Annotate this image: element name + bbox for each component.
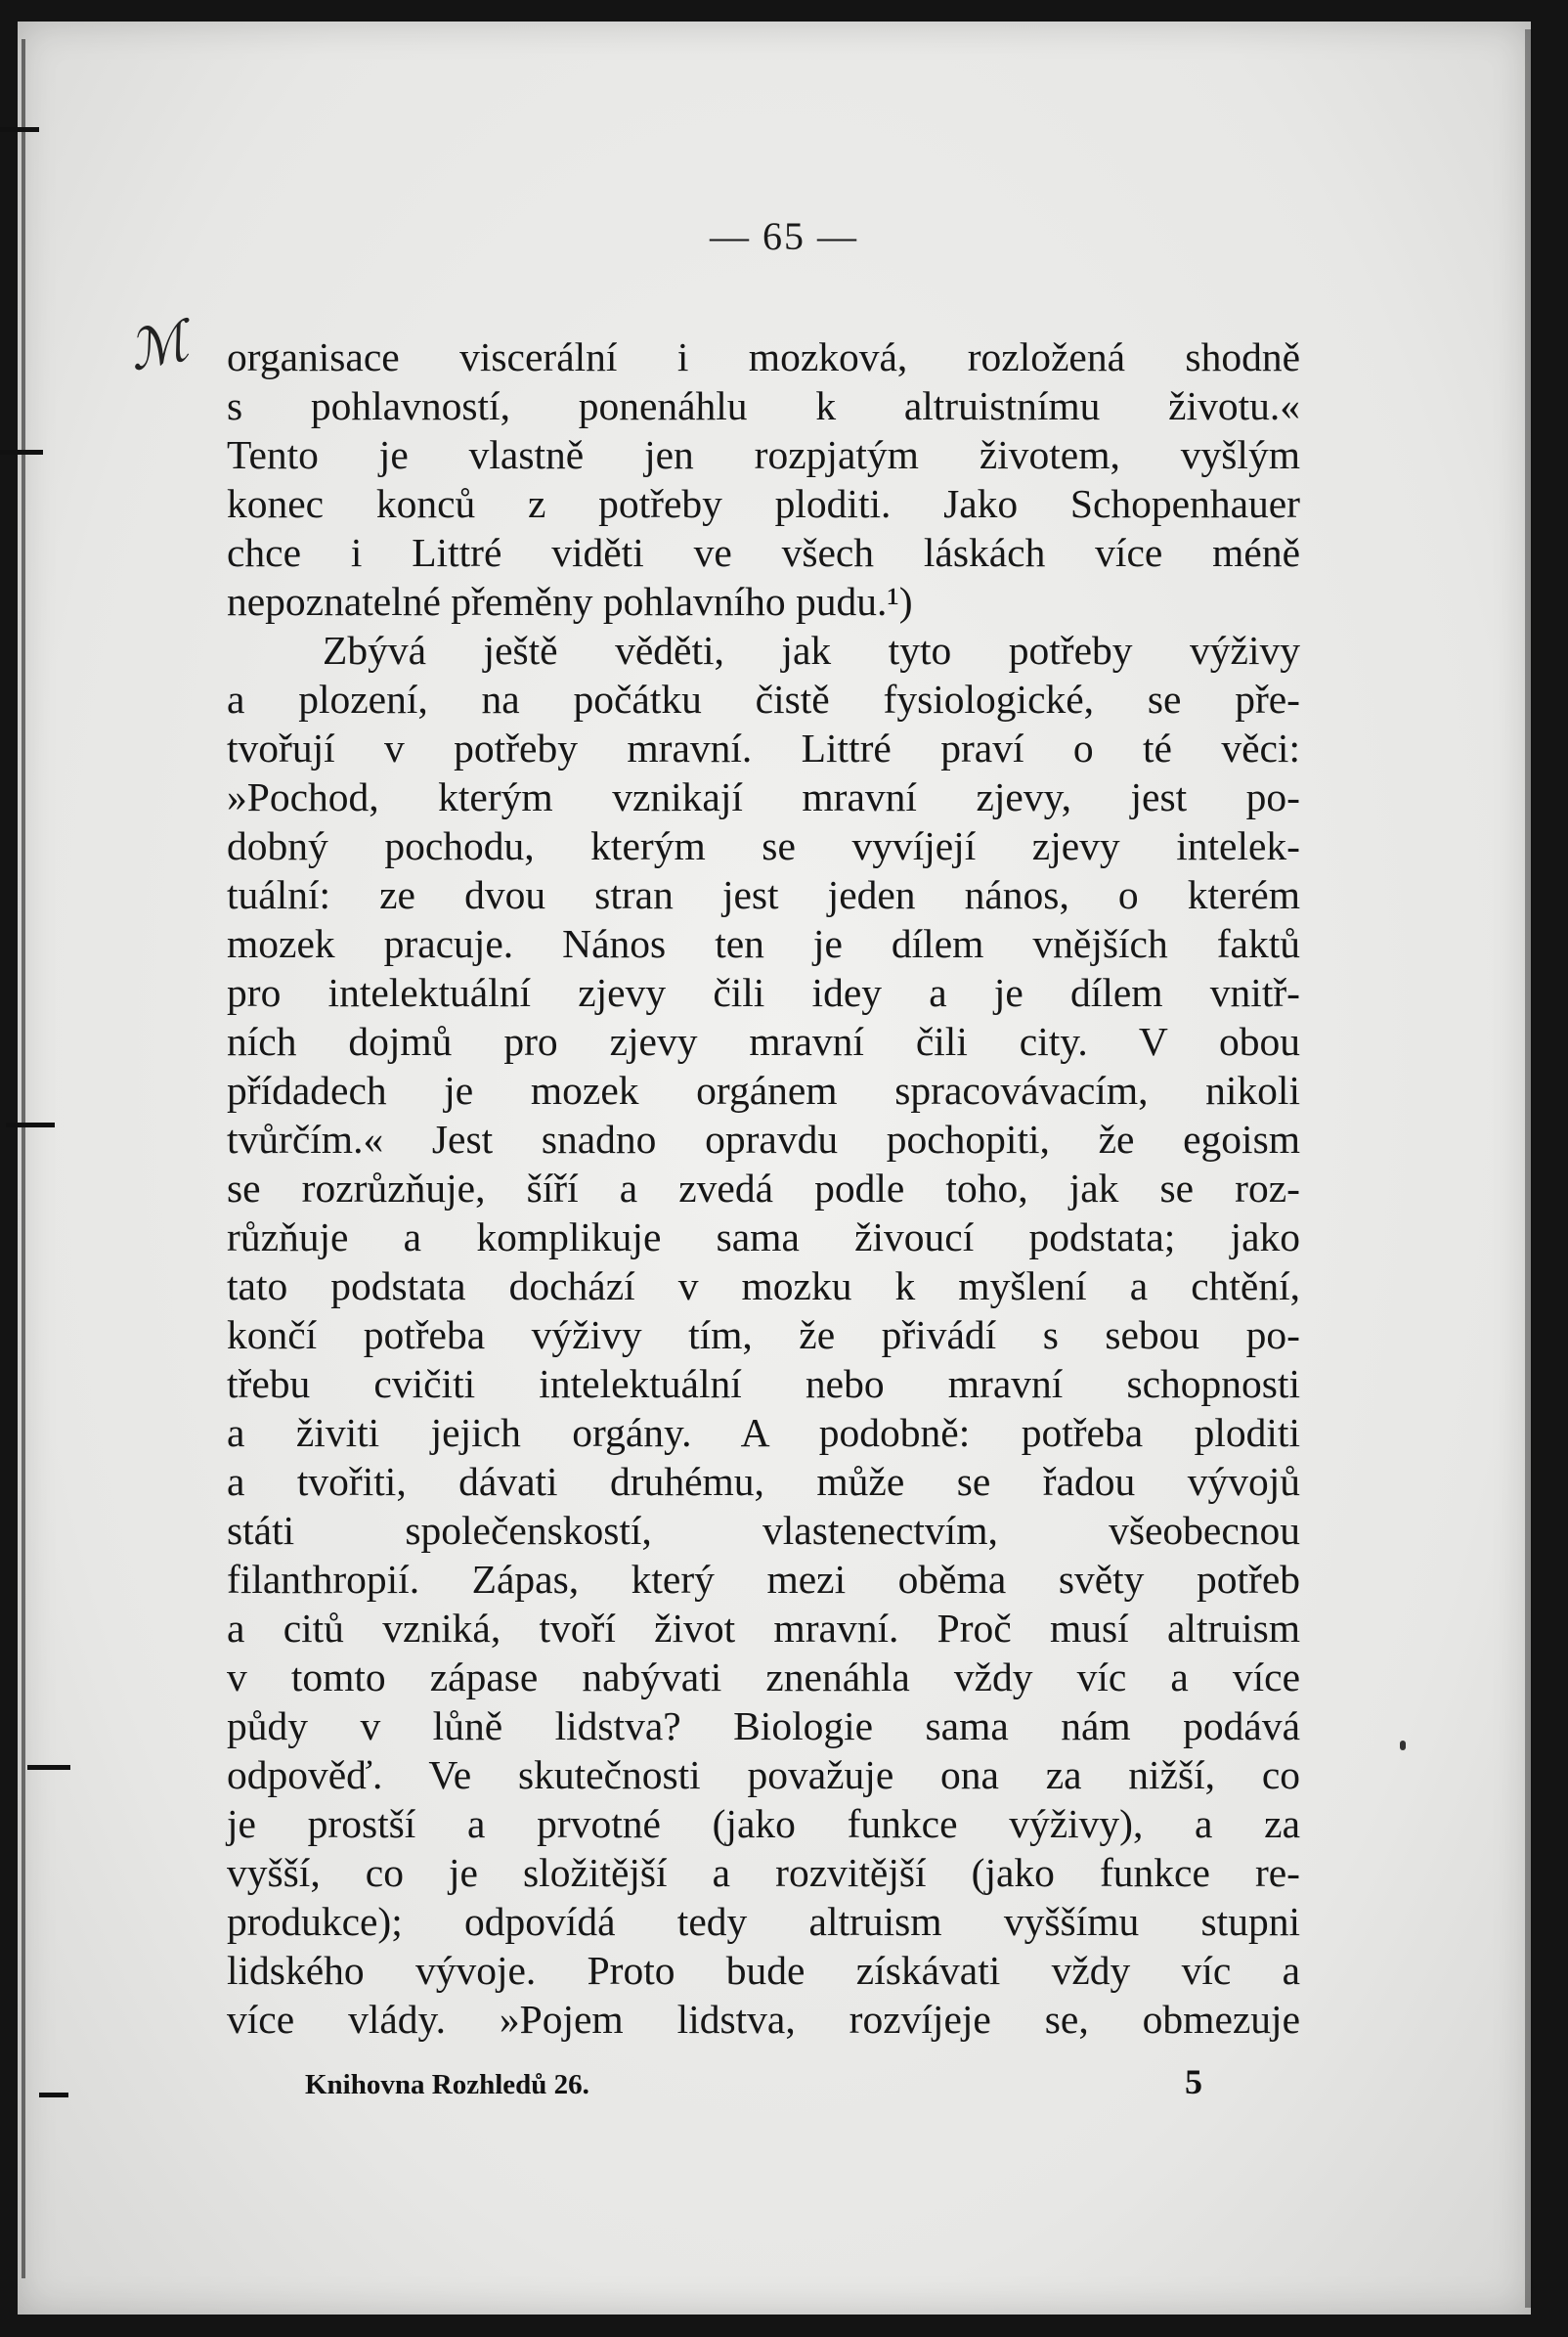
text-line: Tento je vlastně jen rozpjatým životem, vyšlým — [227, 432, 1300, 477]
text-line: mozek pracuje. Nános ten je dílem vnějších faktů — [227, 921, 1300, 966]
text-line: Zbývá ještě věděti, jak tyto potřeby výživy — [323, 628, 1300, 673]
text-line: konec konců z potřeby ploditi. Jako Schopenhauer — [227, 481, 1300, 526]
text-line: vyšší, co je složitější a rozvitější (jako funkce re- — [227, 1850, 1300, 1895]
text-line: se rozrůzňuje, šíří a zvedá podle toho, jak se roz- — [227, 1166, 1300, 1211]
body-text — [227, 332, 1300, 2044]
text-line: produkce); odpovídá tedy altruism vyššímu stupni — [227, 1899, 1300, 1944]
text-line: více vlády. »Pojem lidstva, rozvíjeje se, obmezuje — [227, 1997, 1300, 2042]
text-line: s pohlavností, ponenáhlu k altruistnímu životu.« — [227, 383, 1300, 428]
text-line: přídadech je mozek orgánem spracovávacím, nikoli — [227, 1068, 1300, 1113]
text-line: filanthropií. Zápas, který mezi oběma světy potřeb — [227, 1557, 1300, 1602]
binding-edge — [22, 39, 25, 2278]
text-line: půdy v lůně lidstva? Biologie sama nám podává — [227, 1703, 1300, 1748]
stitch-mark — [39, 2093, 68, 2097]
stitch-mark — [27, 1765, 70, 1770]
text-line: lidského vývoje. Proto bude získávati vždy víc a — [227, 1948, 1300, 1993]
text-line: a živiti jejich orgány. A podobně: potřeba ploditi — [227, 1410, 1300, 1455]
right-edge-shadow — [1525, 29, 1533, 2308]
text-line: tuální: ze dvou stran jest jeden nános, o kterém — [227, 872, 1300, 917]
stitch-mark — [0, 127, 39, 132]
text-line: tvůrčím.« Jest snadno opravdu pochopiti, že egoism — [227, 1117, 1300, 1162]
footer-publication: Knihovna Rozhledů 26. — [305, 2069, 589, 2100]
text-line: »Pochod, kterým vznikají mravní zjevy, jest po- — [227, 774, 1300, 819]
text-line: v tomto zápase nabývati znenáhla vždy víc a více — [227, 1654, 1300, 1699]
footer-signature-number: 5 — [1185, 2062, 1202, 2101]
text-line: tvořují v potřeby mravní. Littré praví o té věci: — [227, 726, 1300, 771]
page-number-header: — 65 — — [710, 214, 858, 258]
text-line: a tvořiti, dávati druhému, může se řadou vývojů — [227, 1459, 1300, 1504]
ink-speck — [1400, 1741, 1406, 1750]
text-line: třebu cvičiti intelektuální nebo mravní schopnosti — [227, 1361, 1300, 1406]
text-line: ních dojmů pro zjevy mravní čili city. V obou — [227, 1019, 1300, 1064]
text-line: končí potřeba výživy tím, že přivádí s sebou po- — [227, 1312, 1300, 1357]
text-line: růzňuje a komplikuje sama živoucí podstata; jako — [227, 1214, 1300, 1259]
text-line: dobný pochodu, kterým se vyvíjejí zjevy intelek- — [227, 823, 1300, 868]
stitch-mark — [0, 450, 43, 455]
text-line: pro intelektuální zjevy čili idey a je dílem vnitř- — [227, 970, 1300, 1015]
text-line: organisace viscerální i mozková, rozložená shodně — [227, 334, 1300, 379]
text-line: a citů vzniká, tvoří život mravní. Proč musí altruism — [227, 1606, 1300, 1651]
text-line: a plození, na počátku čistě fysiologické, se pře- — [227, 677, 1300, 722]
text-line: chce i Littré viděti ve všech láskách více méně — [227, 530, 1300, 575]
text-line: odpověď. Ve skutečnosti považuje ona za nižší, co — [227, 1752, 1300, 1797]
stitch-mark — [6, 1123, 55, 1127]
text-line: je prostší a prvotné (jako funkce výživy), a za — [227, 1801, 1300, 1846]
text-line: nepoznatelné přeměny pohlavního pudu.¹) — [227, 579, 913, 624]
text-line: státi společenskostí, vlastenectvím, všeobecnou — [227, 1508, 1300, 1553]
text-line: tato podstata dochází v mozku k myšlení a chtění, — [227, 1263, 1300, 1308]
handwritten-margin-note: ℳ — [122, 309, 194, 384]
